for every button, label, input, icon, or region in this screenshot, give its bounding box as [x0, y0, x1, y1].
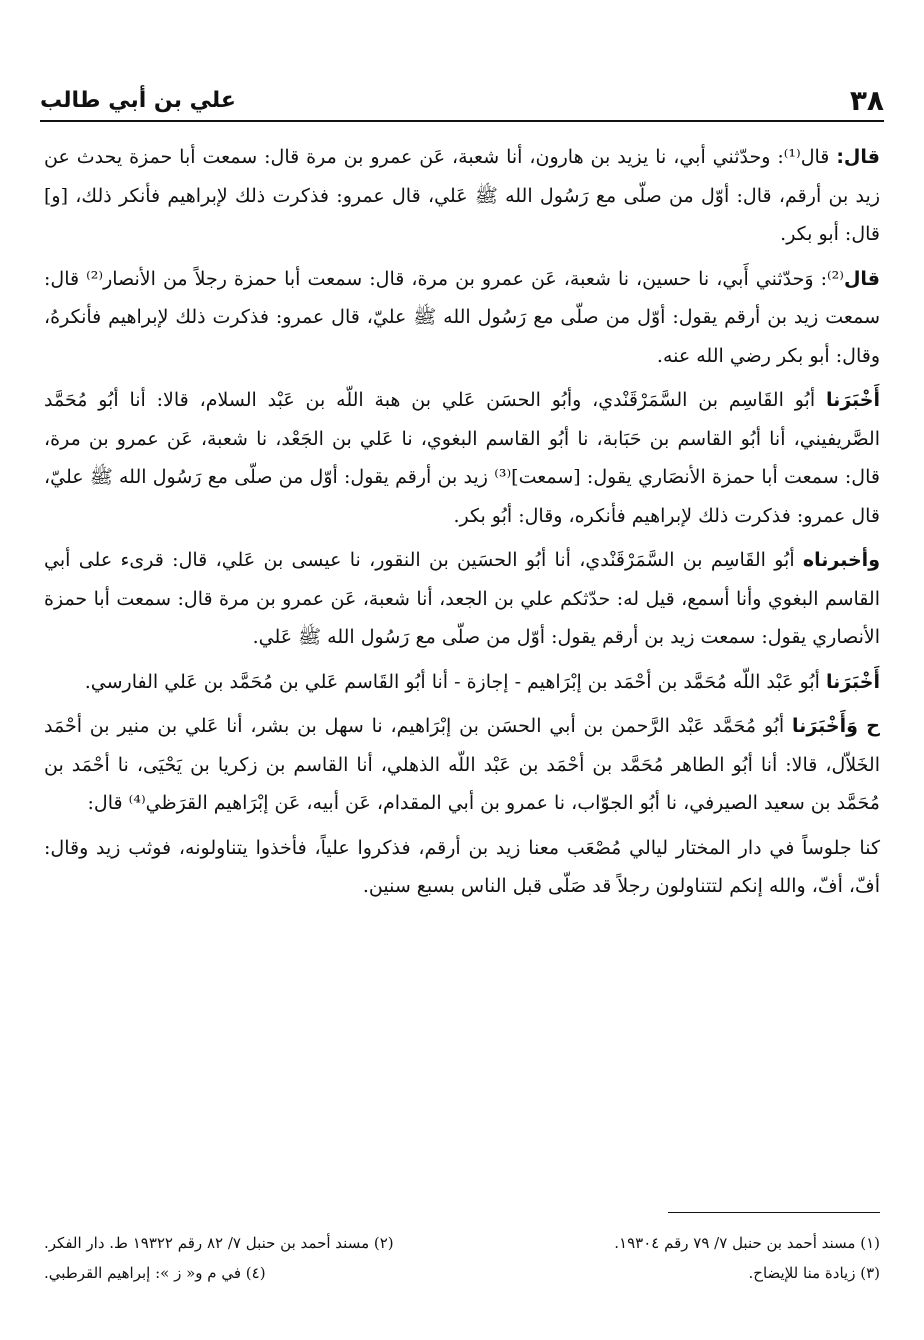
paragraph [44, 381, 880, 535]
paragraph-text: قال⁽¹⁾: وحدّثني أبي، نا يزيد بن هارون، أنا شعبة، عَن عمرو بن مرة قال: سمعت أبا حمزة يحدث عن زيد بن أرقم، قال: أوّل من صلّى مع رَسُول الله ﷺ عَلي، قال عمرو: فذكرت ذلك لإبراهيم فأنكر ذلك، [و] قال: أبو بكر. [44, 146, 880, 245]
paragraph-lead: وأخبرناه [802, 549, 880, 571]
footnote: (١) مسند أحمد بن حنبل ٧/ ٧٩ رقم ١٩٣٠٤. [614, 1234, 880, 1252]
paragraph [44, 829, 880, 906]
main-text [44, 138, 880, 912]
paragraph-text: أبُو القَاسِم بن السَّمَرْقَنْدي، وأبُو الحسَن عَلي بن هبة اللّه بن عَبْد السلام، قالا: أنا أبُو مُحَمَّد الصَّريفيني، أنا أبُو القاسم بن حَبَابة، نا أبُو القاسم البغوي، نا عَلي بن الجَعْد، نا شعبة، عَن عمرو بن مرة، قال: سمعت أبا حمزة الأنصَاري يقول: [سمعت]⁽³⁾ زيد بن أرقم يقول: أوّل من صلّى مع رَسُول الله ﷺ عليّ، قال عمرو: فذكرت ذلك لإبراهيم فأنكره، وقال: أبُو بكر. [44, 389, 880, 527]
paragraph-text: أبُو عَبْد اللّه مُحَمَّد بن أحْمَد بن إبْرَاهيم - إجازة - أنا أبُو القَاسم عَلي بن مُحَمَّد بن عَلي الفارسي. [84, 670, 826, 693]
paragraph-lead: أَخْبَرَنا [825, 389, 880, 411]
footnote-row [44, 1228, 880, 1258]
paragraph-text: ⁽²⁾: وَحدّثني أَبي، نا حسين، نا شعبة، عَن عمرو بن مرة، قال: سمعت أبا حمزة رجلاً من الأنصار⁽²⁾ قال: سمعت زيد بن أرقم يقول: أوّل من صلّى مع رَسُول الله ﷺ عليّ، قال عمرو: فذكرت ذلك لإبراهيم فأنكرهُ، وقال: أبو بكر رضي الله عنه. [44, 267, 880, 367]
paragraph [44, 138, 880, 254]
paragraph [44, 707, 880, 823]
page-header [40, 84, 884, 122]
paragraph-text: كنا جلوساً في دار المختار ليالي مُصْعَب معنا زيد بن أرقم، فذكروا علياً، فأخذوا يتناولونه، فوثب زيد وقال: أفّ، أفّ، والله إنكم لتتناولون رجلاً قد صَلّى قبل الناس بسبع سنين. [44, 836, 880, 897]
paragraph-text: أبُو القَاسِم بن السَّمَرْقَنْدي، أنا أبُو الحسَين بن النقور، نا عيسى بن عَلي، قال: قرىء على أبي القاسم البغوي وأنا أسمع، قيل له: حدّثكم علي بن الجعد، أنا شعبة، عَن عمرو بن مرة قال: سمعت أبا حمزة الأنصاري يقول: سمعت زيد بن أرقم يقول: أوّل من صلّى مع رَسُول الله ﷺ عَلي. [44, 549, 880, 648]
footnotes [44, 1228, 880, 1288]
running-title: علي بن أبي طالب [40, 88, 236, 113]
paragraph [44, 541, 880, 657]
paragraph [44, 260, 880, 376]
footnote: (٤) في م و« ز »: إبراهيم القرطبي. [44, 1264, 266, 1282]
page-number: ٣٨ [849, 84, 884, 117]
paragraph-lead: قال: [836, 146, 880, 168]
footnote-divider [668, 1212, 880, 1213]
paragraph-lead: أَخْبَرَنا [825, 670, 880, 693]
footnote: (٢) مسند أحمد بن حنبل ٧/ ٨٢ رقم ١٩٣٢٢ ط. دار الفكر. [44, 1234, 394, 1252]
paragraph-text: أبُو مُحَمَّد عَبْد الرَّحمن بن أبي الحسَن بن إبْرَاهيم، نا سهل بن بشر، أنا عَلي بن منير بن أحْمَد الخَلاّل، قالا: أنا أبُو الطاهر مُحَمَّد بن أحْمَد بن عَبْد اللّه الذهلي، أنا القاسم بن زكريا بن يَحْيَى، نا أحْمَد بن مُحَمَّد بن سعيد الصيرفي، نا أبُو الجوّاب، نا عمرو بن أبي المقدام، عَن أبيه، عَن إبْرَاهيم القرَظي⁽⁴⁾ قال: [44, 715, 880, 814]
paragraph [44, 663, 880, 702]
footnote-row [44, 1258, 880, 1288]
paragraph-lead: ح وَأَخْبَرَنا [792, 715, 881, 737]
footnote: (٣) زيادة منا للإيضاح. [748, 1264, 880, 1282]
paragraph-lead: قال [843, 267, 880, 290]
